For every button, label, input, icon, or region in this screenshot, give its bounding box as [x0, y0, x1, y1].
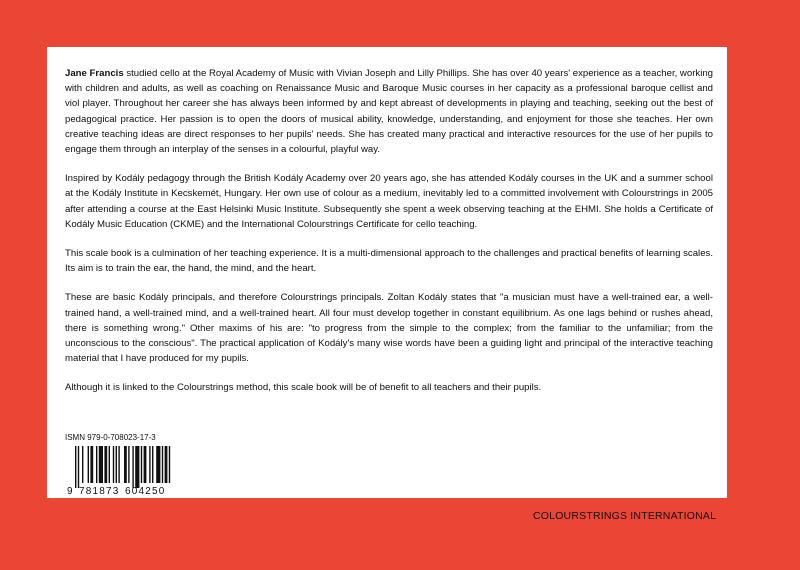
barcode-icon [65, 446, 175, 496]
author-name: Jane Francis [65, 68, 124, 79]
barcode-digits-right: 604250 [125, 486, 166, 496]
barcode-digits-left: 781873 [79, 486, 120, 496]
bio-paragraph-4: These are basic Kodály principals, and therefore Colourstrings principals. Zoltan Kodály states that "a musician must have a well-trained ear, a well-trained hand, a well-trained mind, and a well-trained heart. All four must develop together in constant equilibrium. As one lags behind or rushes ahead, there is something wrong." Other maxims of his are: "to progress from the simple to the complex; from the familiar to the unfamiliar; from the unconscious to the conscious". The practical application of Kodály's many wise words have been a guiding light and principal of the interactive teaching material that I have produced for my pupils. [65, 292, 713, 365]
publisher-name: COLOURSTRINGS INTERNATIONAL [533, 510, 717, 522]
bio-paragraph-2: Inspired by Kodály pedagogy through the British Kodály Academy over 20 years ago, she has attended Kodály courses in the UK and a summer school at the Kodály Institute in Kecskemét, Hungary. Her own use of colour as a medium, inevitably led to a committed involvement with Colourstrings in 2005 after attending a course at the East Helsinki Music Institute. Subsequently she spent a week observing teaching at the EHMI. She holds a Certificate of Kodály Music Education (CKME) and the International Colourstrings Certificate for cello teaching. [65, 173, 713, 230]
bio-paragraph-5: Although it is linked to the Colourstrings method, this scale book will be of benefit to all teachers and their pupils. [65, 382, 542, 394]
back-cover-panel [47, 47, 727, 498]
isbn-number: ISMN 979-0-708023-17-3 [65, 433, 156, 442]
description-text [65, 66, 713, 410]
bio-paragraph-3: This scale book is a culmination of her teaching experience. It is a multi-dimensional approach to the challenges and practical benefits of learning scales. Its aim is to train the ear, the hand, the mind, and the heart. [65, 248, 713, 275]
bio-paragraph-1-text: studied cello at the Royal Academy of Music with Vivian Joseph and Lilly Phillips. She has over 40 years' experience as a teacher, working with children and adults, as well as coaching on Renaissance Music and Baroque Music courses in her capacity as a professional baroque cellist and viol player. Throughout her career she has always been informed by and kept abreast of developments in playing and teaching, seeking out the best of pedagogical practice. Her passion is to open the doors of musical ability, knowledge, understanding, and enjoyment for those she teaches. Her own creative teaching ideas are direct responses to her pupils' needs. She has created many practical and interactive resources for the use of her pupils to engage them through an interplay of the senses in a colourful, playful way. [65, 68, 713, 156]
barcode-digit-first: 9 [67, 486, 73, 496]
bio-paragraph-1 [65, 66, 713, 157]
isbn-block [65, 433, 185, 496]
